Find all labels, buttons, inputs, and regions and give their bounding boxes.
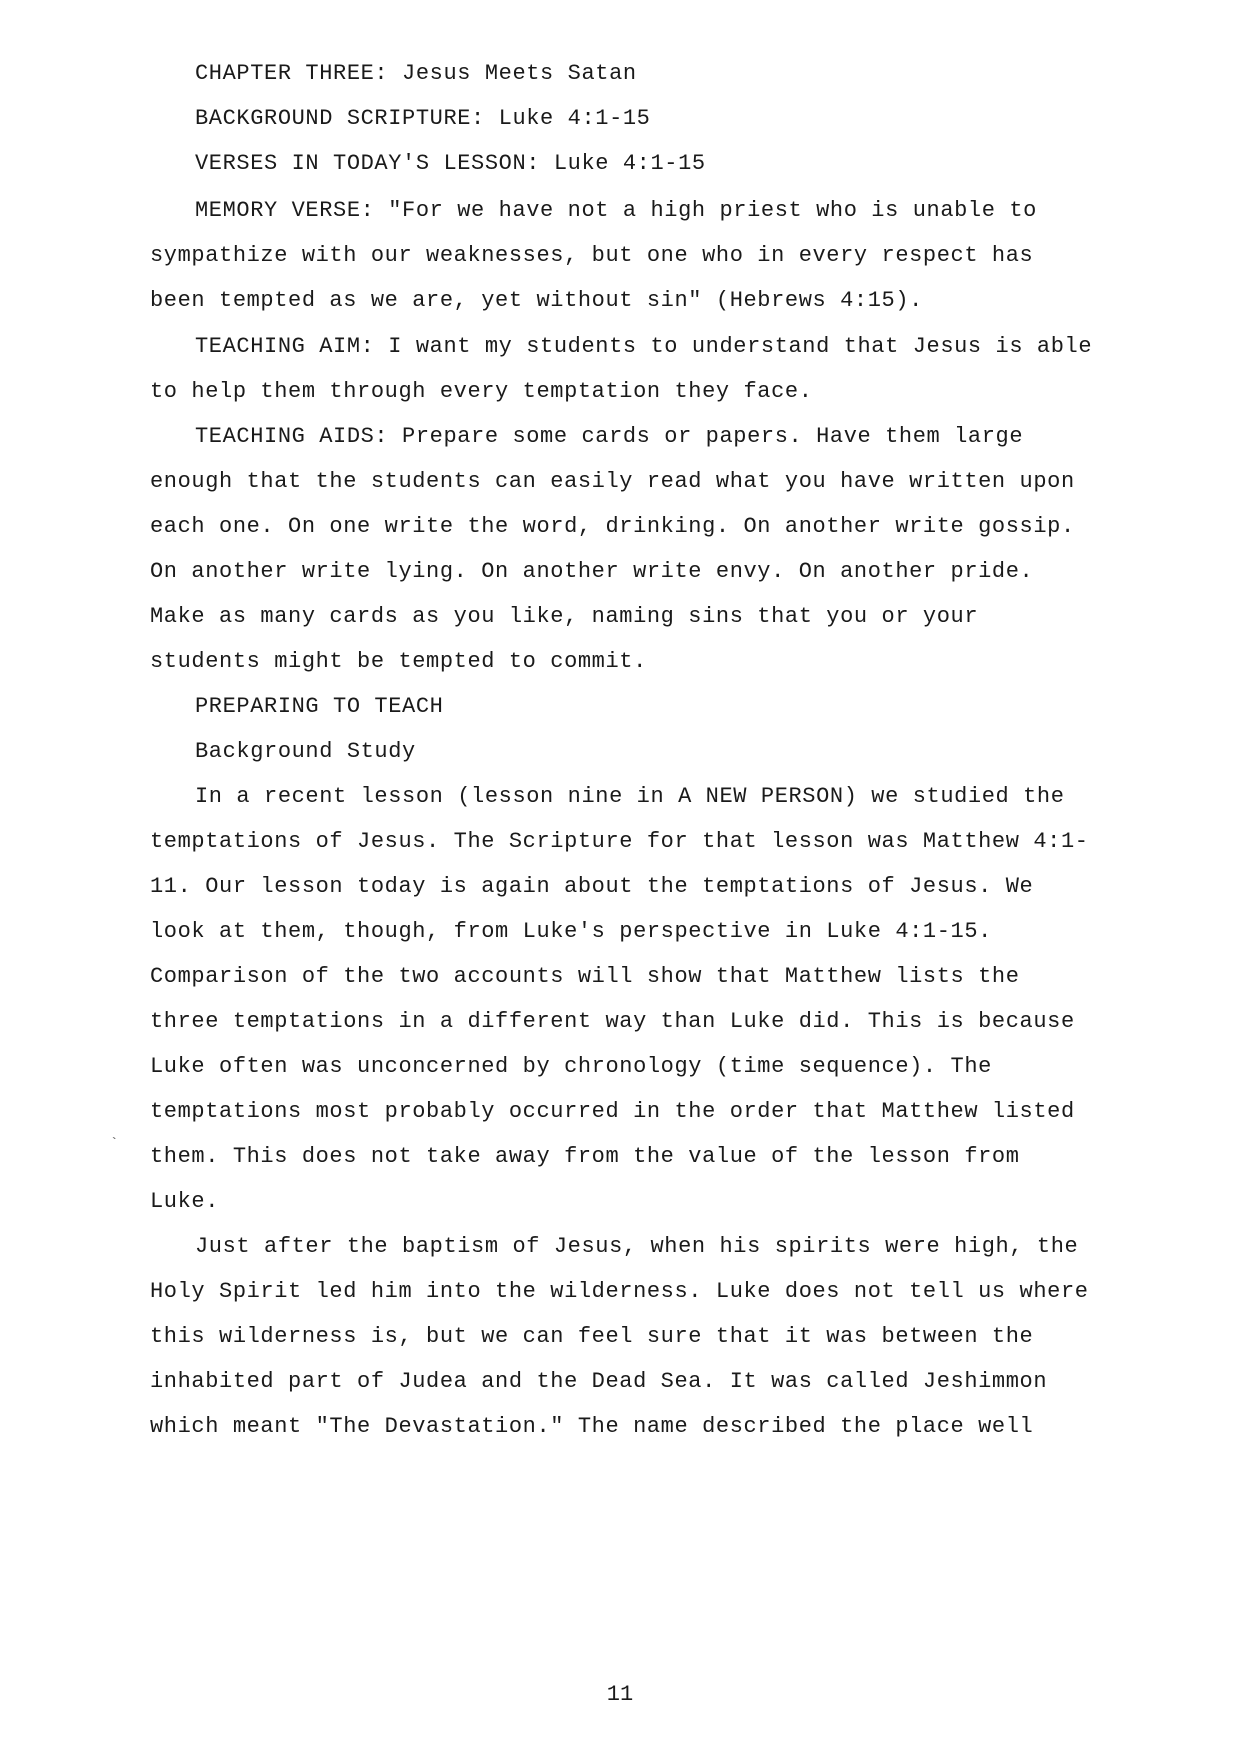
verses-line: VERSES IN TODAY'S LESSON: Luke 4:1-15 — [195, 151, 706, 176]
paragraph-line: Luke. — [150, 1189, 220, 1214]
paragraph-line: temptations most probably occurred in the order that Matthew listed — [150, 1099, 1075, 1124]
paragraph-line: inhabited part of Judea and the Dead Sea. It was called Jeshimmon — [150, 1369, 1048, 1394]
teaching-aids-line: enough that the students can easily read what you have written upon — [150, 469, 1075, 494]
paragraph-line: Comparison of the two accounts will show that Matthew lists the — [150, 964, 1020, 989]
subsection-heading: Background Study — [195, 739, 416, 764]
paragraph-line: Holy Spirit led him into the wilderness. Luke does not tell us where — [150, 1279, 1089, 1304]
background-scripture-line: BACKGROUND SCRIPTURE: Luke 4:1-15 — [195, 106, 651, 131]
teaching-aids-line: each one. On one write the word, drinking. On another write gossip. — [150, 514, 1075, 539]
paragraph-line: this wilderness is, but we can feel sure that it was between the — [150, 1324, 1034, 1349]
section-heading: PREPARING TO TEACH — [195, 694, 444, 719]
teaching-aids-line: students might be tempted to commit. — [150, 649, 647, 674]
teaching-aim-line: to help them through every temptation they face. — [150, 379, 813, 404]
paragraph-line: temptations of Jesus. The Scripture for that lesson was Matthew 4:1- — [150, 829, 1089, 854]
teaching-aids-line: Make as many cards as you like, naming sins that you or your — [150, 604, 979, 629]
teaching-aim-line: TEACHING AIM: I want my students to understand that Jesus is able — [195, 334, 1093, 359]
memory-verse-line: sympathize with our weaknesses, but one who in every respect has — [150, 243, 1034, 268]
paragraph-line: 11. Our lesson today is again about the temptations of Jesus. We — [150, 874, 1034, 899]
paragraph-line: them. This does not take away from the value of the lesson from — [150, 1144, 1020, 1169]
chapter-title-line: CHAPTER THREE: Jesus Meets Satan — [195, 61, 637, 86]
teaching-aids-line: TEACHING AIDS: Prepare some cards or papers. Have them large — [195, 424, 1024, 449]
memory-verse-line: been tempted as we are, yet without sin" (Hebrews 4:15). — [150, 288, 923, 313]
margin-mark: ` — [110, 1136, 119, 1152]
memory-verse-line: MEMORY VERSE: "For we have not a high priest who is unable to — [195, 198, 1037, 223]
paragraph-line: three temptations in a different way than Luke did. This is because — [150, 1009, 1075, 1034]
teaching-aids-line: On another write lying. On another write envy. On another pride. — [150, 559, 1034, 584]
paragraph-line: look at them, though, from Luke's perspective in Luke 4:1-15. — [150, 919, 992, 944]
paragraph-line: which meant "The Devastation." The name described the place well — [150, 1414, 1034, 1439]
paragraph-line: Just after the baptism of Jesus, when his spirits were high, the — [195, 1234, 1079, 1259]
paragraph-line: In a recent lesson (lesson nine in A NEW PERSON) we studied the — [195, 784, 1065, 809]
paragraph-line: Luke often was unconcerned by chronology (time sequence). The — [150, 1054, 992, 1079]
page-number: 11 — [606, 1682, 634, 1707]
